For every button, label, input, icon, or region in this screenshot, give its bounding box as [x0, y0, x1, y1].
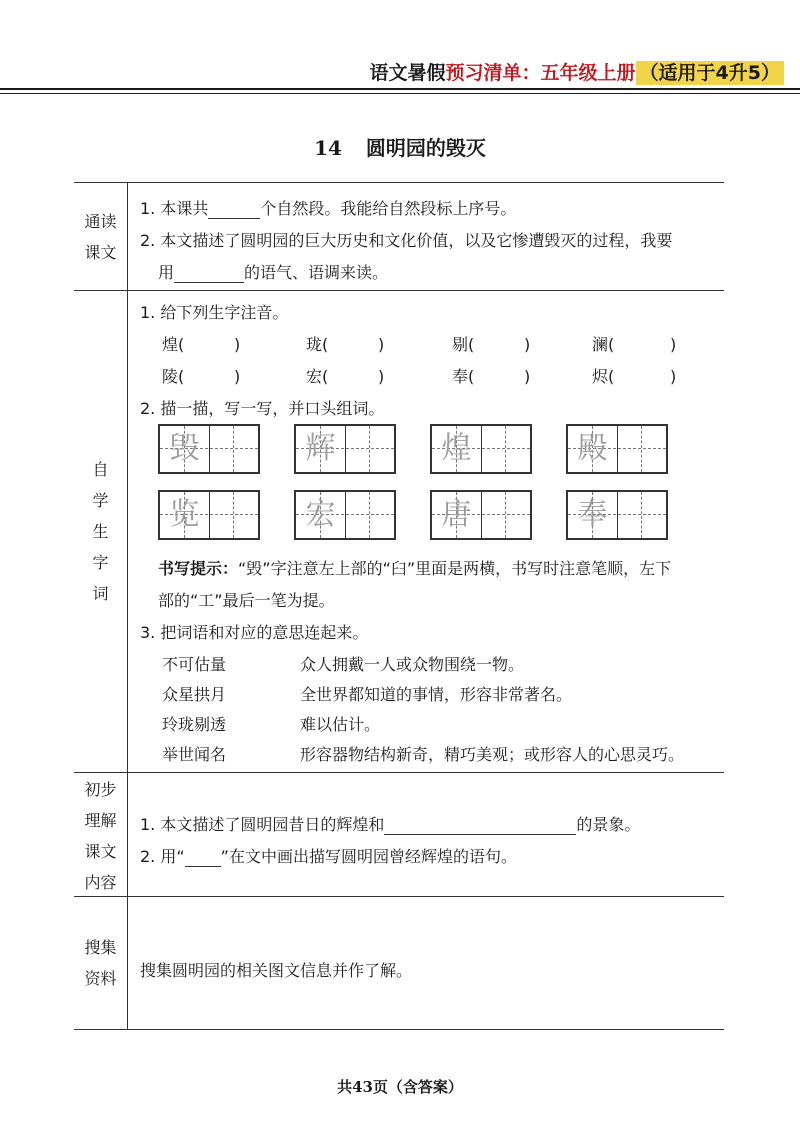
- header-rule-thick: [0, 88, 800, 90]
- trace-char: 奉: [577, 497, 608, 532]
- header-rule-thin: [0, 93, 800, 94]
- pinyin-row-1: [162, 332, 242, 355]
- match-meaning[interactable]: 难以估计。: [300, 715, 381, 734]
- match-meaning[interactable]: 全世界都知道的事情，形容非常著名。: [300, 685, 573, 704]
- section-title-collect: 搜集 资料: [84, 938, 117, 988]
- writing-tip: 书写提示：“毁”字注意左上部的“臼”里面是两横，书写时注意笔顺，左下: [158, 559, 672, 578]
- match-word[interactable]: 举世闻名: [162, 745, 227, 764]
- writing-tip-cont: 部的“工”最后一笔为提。: [158, 591, 335, 610]
- table-divider: [74, 772, 724, 773]
- read-question-1: 1. 本课共 个自然段。我能给自然段标上序号。: [140, 199, 517, 218]
- trace-grid[interactable]: [430, 490, 532, 540]
- collect-text: 搜集圆明园的相关图文信息并作了解。: [140, 961, 413, 980]
- match-meaning[interactable]: 形容器物结构新奇，精巧美观；或形容人的心思灵巧。: [300, 745, 685, 764]
- page-footer: 共43页（含答案）: [337, 1078, 463, 1096]
- pinyin-item[interactable]: 澜( ): [592, 335, 677, 354]
- table-border-bottom: [74, 1029, 724, 1030]
- lesson-title: [0, 132, 800, 161]
- read-question-2: 2. 本文描述了圆明园的巨大历史和文化价值，以及它惨遭毁灭的过程，我要: [140, 231, 673, 250]
- trace-grid[interactable]: [566, 424, 668, 474]
- trace-grid[interactable]: [430, 424, 532, 474]
- pinyin-item[interactable]: 陵( ): [162, 367, 241, 386]
- table-divider: [74, 290, 724, 291]
- pinyin-item[interactable]: 奉( ): [452, 367, 531, 386]
- trace-grid[interactable]: [158, 424, 260, 474]
- trace-char: 辉: [305, 431, 336, 466]
- trace-char: 煌: [441, 431, 472, 466]
- match-word[interactable]: 玲珑剔透: [162, 715, 227, 734]
- lesson-number: 14: [314, 136, 342, 160]
- pinyin-item[interactable]: 烬( ): [592, 367, 677, 386]
- header-title-part2: 预习清单：五年级上册: [445, 62, 636, 84]
- trace-grid[interactable]: [294, 424, 396, 474]
- page-header: [370, 58, 784, 85]
- trace-prompt: 2. 描一描，写一写，并口头组词。: [140, 399, 385, 418]
- header-title-part3: （适用于4升5）: [636, 61, 784, 85]
- match-prompt: 3. 把词语和对应的意思连起来。: [140, 623, 369, 642]
- pinyin-item[interactable]: 宏( ): [306, 367, 385, 386]
- trace-char: 览: [169, 497, 200, 532]
- trace-char: 殿: [577, 431, 608, 466]
- trace-char: 毁: [169, 431, 200, 466]
- match-word[interactable]: 众星拱月: [162, 685, 227, 704]
- pinyin-prompt: 1. 给下列生字注音。: [140, 303, 289, 322]
- table-column-divider: [127, 182, 128, 1030]
- table-divider: [74, 896, 724, 897]
- read-question-2-cont: 用 的语气、语调来读。: [158, 263, 389, 282]
- match-meaning[interactable]: 众人拥戴一人或众物围绕一物。: [300, 655, 525, 674]
- trace-grid[interactable]: [294, 490, 396, 540]
- answer-blank[interactable]: [174, 266, 244, 283]
- writing-tip-label: 书写提示：: [158, 559, 239, 578]
- section-title-understand: 初步 理解 课文 内容: [84, 780, 117, 892]
- answer-blank[interactable]: [208, 202, 260, 219]
- trace-char: 宏: [305, 497, 336, 532]
- table-border-top: [74, 182, 724, 183]
- section-title-chars: 自 学 生 字 词: [92, 460, 109, 603]
- trace-grid[interactable]: [566, 490, 668, 540]
- answer-blank[interactable]: [185, 850, 221, 867]
- pinyin-item[interactable]: 剔( ): [452, 335, 531, 354]
- pinyin-item[interactable]: 煌( ): [162, 335, 241, 354]
- section-title-read: 通读 课文: [84, 212, 117, 262]
- understand-question-1: 1. 本文描述了圆明园昔日的辉煌和 的景象。: [140, 815, 641, 834]
- pinyin-item[interactable]: 珑( ): [306, 335, 385, 354]
- lesson-name: 圆明园的毁灭: [365, 136, 486, 160]
- trace-grid[interactable]: [158, 490, 260, 540]
- trace-char: 唐: [441, 497, 472, 532]
- match-word[interactable]: 不可估量: [162, 655, 227, 674]
- answer-blank[interactable]: [384, 818, 576, 835]
- worksheet-table: [74, 182, 724, 1030]
- header-title-part1: 语文暑假: [369, 62, 446, 84]
- understand-question-2: 2. 用“ ”在文中画出描写圆明园曾经辉煌的语句。: [140, 847, 517, 866]
